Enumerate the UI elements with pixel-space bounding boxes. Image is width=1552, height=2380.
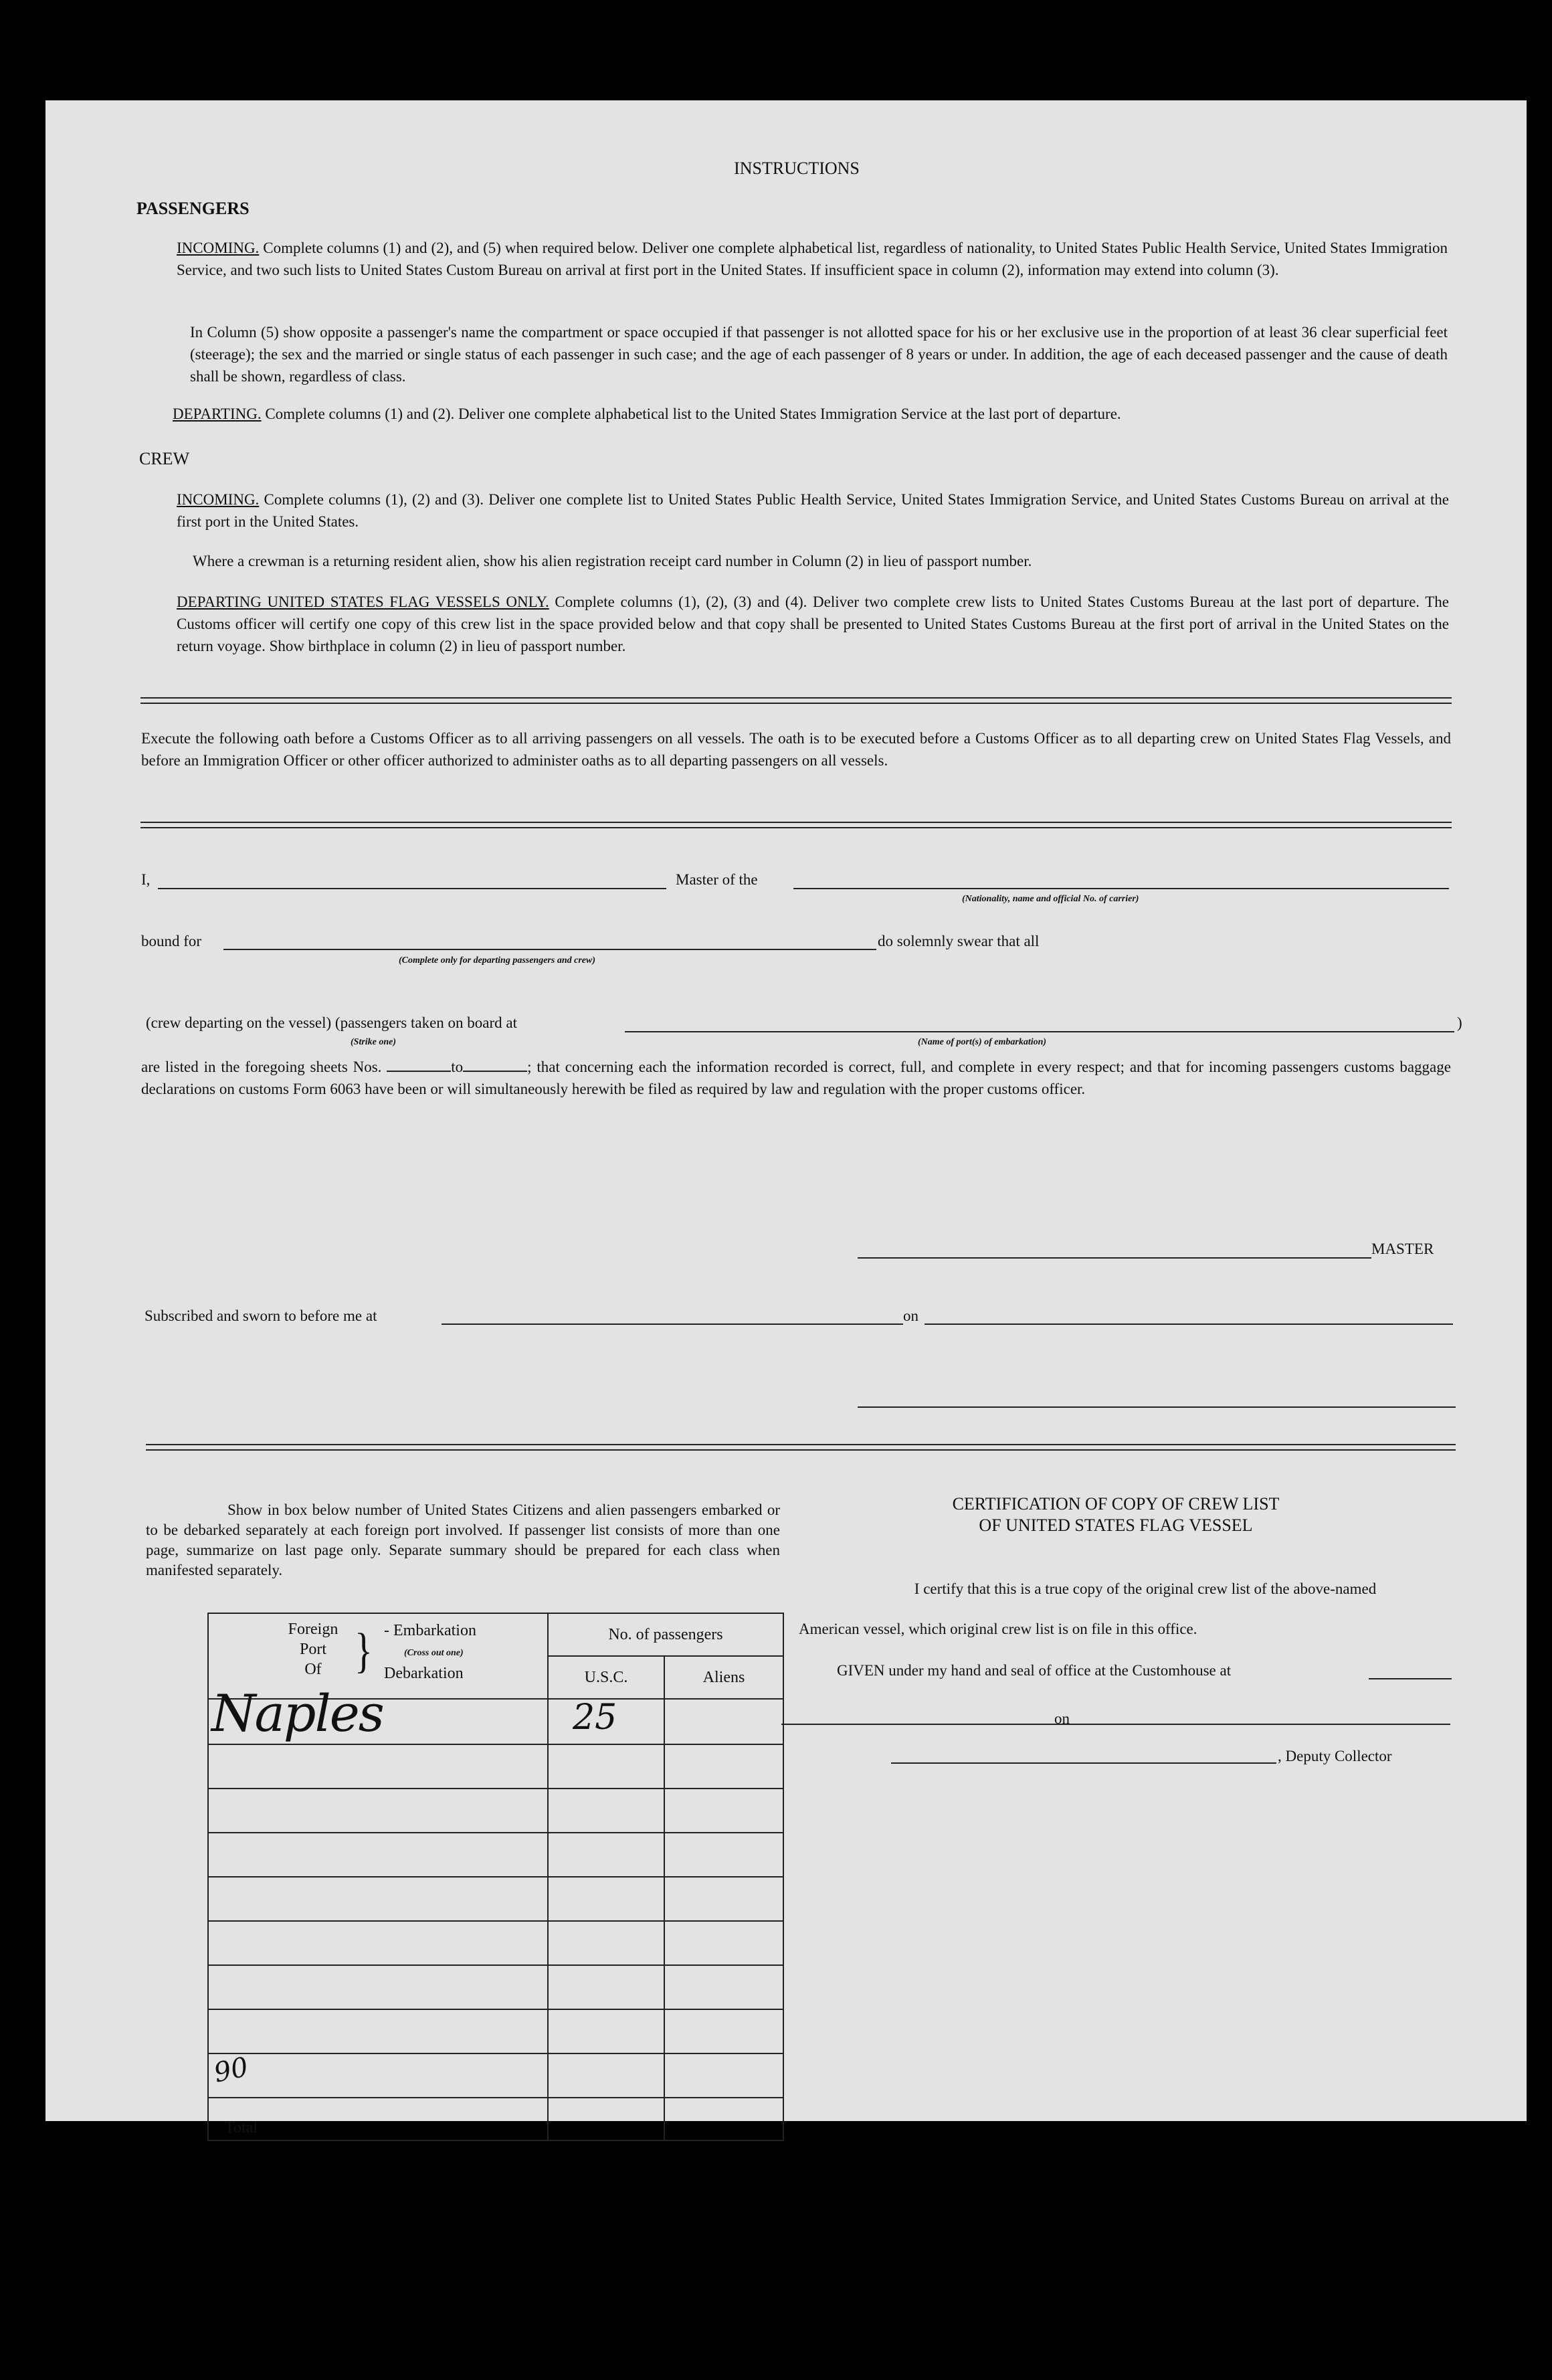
page-title: INSTRUCTIONS bbox=[734, 159, 860, 178]
crew-departing-label: DEPARTING UNITED STATES FLAG VESSELS ONLY. bbox=[177, 593, 549, 610]
divider bbox=[140, 827, 1452, 828]
crew-incoming-label: INCOMING. bbox=[177, 491, 260, 508]
passengers-incoming-text: Complete columns (1) and (2), and (5) when required below. Deliver one complete alphabetical list, regardless of nationality, to United States Public Health Service, United States Immigration Service, and two such lists to United States Custom Bureau on arrival at first port in the United States. If insufficient space in column (2), information may extend into column (3). bbox=[177, 240, 1448, 278]
deputy-collector-label: , Deputy Collector bbox=[1278, 1748, 1392, 1764]
debarkation-label: Debarkation bbox=[384, 1665, 464, 1682]
table-row bbox=[208, 1965, 783, 2009]
table-row bbox=[208, 1877, 783, 1921]
certification-date-line[interactable] bbox=[1078, 1724, 1450, 1725]
subscribed-label: Subscribed and sworn to before me at bbox=[144, 1307, 377, 1324]
subscribed-on-label: on bbox=[903, 1307, 918, 1324]
divider bbox=[140, 822, 1452, 823]
oath-listed-paragraph: are listed in the foregoing sheets Nos. to ; that concerning each the information recorded is correct, full, and complete in every respect; and that for incoming passengers customs baggage declarations on customs Form 6063 have been or will simultaneously herewith be filed as required by law and regulation with the proper customs officer. bbox=[141, 1059, 1451, 1097]
port-embarkation-line[interactable] bbox=[625, 1031, 1454, 1032]
table-row bbox=[208, 2053, 783, 2098]
passengers-departing-paragraph bbox=[173, 403, 1450, 425]
oath-instruction-paragraph: Execute the following oath before a Customs Officer as to all arriving passengers on all vessels. The oath is to be executed before a Customs Officer as to all departing crew on United States Flag Vessels, and before an Immigration Officer or other officer authorized to administer oaths as to all departing passengers on all vessels. bbox=[141, 730, 1451, 769]
carrier-line[interactable] bbox=[793, 888, 1449, 889]
certification-heading-line-1: CERTIFICATION OF COPY OF CREW LIST bbox=[952, 1494, 1280, 1514]
table-row bbox=[208, 2009, 783, 2053]
subscribed-on-line[interactable] bbox=[925, 1323, 1453, 1325]
crew-incoming-text: Complete columns (1), (2) and (3). Deliver one complete list to United States Public Health Service, United States Immigration Service, and United States Customs Bureau on arrival at the first port in the United States. bbox=[177, 491, 1449, 530]
table-row bbox=[208, 1789, 783, 1833]
usc-cell[interactable] bbox=[548, 1699, 664, 1744]
port-label: Port bbox=[299, 1641, 326, 1658]
aliens-cell[interactable] bbox=[664, 1699, 783, 1744]
divider bbox=[140, 703, 1452, 704]
passengers-departing-text: Complete columns (1) and (2). Deliver one complete alphabetical list to the United States Immigration Service at the last port of departure. bbox=[265, 405, 1121, 422]
deputy-collector-line[interactable] bbox=[891, 1762, 1276, 1764]
embarkation-label: - Embarkation bbox=[384, 1622, 476, 1639]
certification-text-1: I certify that this is a true copy of the original crew list of the above-named bbox=[914, 1580, 1377, 1597]
total-usc-cell[interactable] bbox=[548, 2098, 664, 2140]
divider bbox=[146, 1444, 1456, 1445]
table-row bbox=[208, 1833, 783, 1877]
sheet-to-blank[interactable] bbox=[463, 1070, 527, 1072]
divider bbox=[146, 1449, 1456, 1451]
box-instruction-paragraph: Show in box below number of United States Citizens and alien passengers embarked or to be debarked separately at each foreign port involved. If passenger list consists of more than one page, summarize on last page only. Separate summary should be prepared for each class when manifested separately. bbox=[146, 1501, 780, 1578]
table-row bbox=[208, 1699, 783, 1744]
certification-on-label: on bbox=[1054, 1710, 1070, 1727]
strike-one-caption: (Strike one) bbox=[351, 1037, 397, 1047]
bound-for-line[interactable] bbox=[223, 949, 876, 950]
subscribed-at-line[interactable] bbox=[442, 1323, 903, 1325]
usc-header: U.S.C. bbox=[548, 1656, 664, 1699]
aliens-header: Aliens bbox=[664, 1656, 783, 1699]
total-label: Total bbox=[208, 2098, 548, 2140]
crew-resident-alien-paragraph: Where a crewman is a returning resident alien, show his alien registration receipt card number in Column (2) in lieu of passport number. bbox=[193, 553, 1032, 569]
official-signature-line[interactable] bbox=[858, 1406, 1456, 1408]
master-name-line[interactable] bbox=[158, 888, 666, 889]
table-row bbox=[208, 1744, 783, 1789]
foreign-label: Foreign bbox=[288, 1621, 338, 1638]
carrier-caption: (Nationality, name and official No. of carrier) bbox=[962, 894, 1139, 904]
brace-icon: } bbox=[355, 1624, 373, 1678]
customhouse-line[interactable] bbox=[1369, 1678, 1452, 1679]
master-signature-line[interactable] bbox=[858, 1257, 1371, 1259]
table-row bbox=[208, 1921, 783, 1965]
passengers-incoming-paragraph bbox=[177, 237, 1448, 281]
section-heading-crew: CREW bbox=[139, 449, 190, 468]
close-paren: ) bbox=[1457, 1014, 1462, 1031]
master-of-the-label: Master of the bbox=[676, 871, 758, 888]
crew-incoming-paragraph bbox=[177, 488, 1449, 533]
passengers-incoming-label: INCOMING. bbox=[177, 240, 260, 256]
cross-out-caption: (Cross out one) bbox=[404, 1648, 464, 1658]
crew-departing-text: Complete columns (1), (2), (3) and (4). Deliver two complete crew lists to United States Customs Bureau at the last port of departure. The Customs officer will certify one copy of this crew list in the space provided below and that copy shall be presented to United States Customs Bureau at the first port of arrival in the United States on the return voyage. Show birthplace in column (2) in lieu of passport number. bbox=[177, 593, 1450, 654]
master-signature-label: MASTER bbox=[1371, 1241, 1434, 1257]
solemnly-swear-text: do solemnly swear that all bbox=[878, 933, 1040, 949]
passengers-departing-label: DEPARTING. bbox=[173, 405, 262, 422]
document-page bbox=[45, 100, 1527, 2136]
handwritten-margin-note: 90 bbox=[211, 2051, 252, 2089]
sheet-from-blank[interactable] bbox=[387, 1070, 451, 1072]
passenger-summary-table bbox=[207, 1613, 784, 2141]
bound-for-label: bound for bbox=[141, 933, 202, 949]
certification-text-2: American vessel, which original crew list is on file in this office. bbox=[799, 1621, 1197, 1637]
table-row-total bbox=[208, 2098, 783, 2140]
port-caption: (Name of port(s) of embarkation) bbox=[918, 1037, 1047, 1047]
bound-for-caption: (Complete only for departing passengers and crew) bbox=[399, 955, 595, 966]
certification-text-3: GIVEN under my hand and seal of office at the Customhouse at bbox=[837, 1662, 1232, 1679]
certification-heading bbox=[855, 1493, 1377, 1536]
certification-heading-line-2: OF UNITED STATES FLAG VESSEL bbox=[979, 1516, 1253, 1535]
section-heading-passengers: PASSENGERS bbox=[136, 199, 250, 218]
crew-departing-paragraph bbox=[177, 591, 1449, 657]
divider bbox=[140, 697, 1452, 699]
handwritten-port: Naples bbox=[211, 1683, 383, 1743]
passengers-column5-paragraph: In Column (5) show opposite a passenger's name the compartment or space occupied if that passenger is not allotted space for his or her exclusive use in the proportion of at least 36 clear superficial feet (steerage); the sex and the married or single status of each passenger in such case; and the age of each passenger of 8 years or under. In addition, the age of each deceased passenger and the cause of death shall be shown, regardless of class. bbox=[190, 324, 1448, 385]
of-label: Of bbox=[304, 1661, 322, 1678]
handwritten-usc-count: 25 bbox=[573, 1697, 617, 1738]
total-aliens-cell[interactable] bbox=[664, 2098, 783, 2140]
no-of-passengers-header: No. of passengers bbox=[548, 1613, 783, 1656]
port-cell[interactable] bbox=[208, 1683, 548, 1744]
certification-place-line[interactable] bbox=[781, 1724, 1101, 1725]
crew-passengers-label: (crew departing on the vessel) (passengers taken on board at bbox=[146, 1014, 517, 1031]
oath-i-label: I, bbox=[141, 871, 151, 888]
